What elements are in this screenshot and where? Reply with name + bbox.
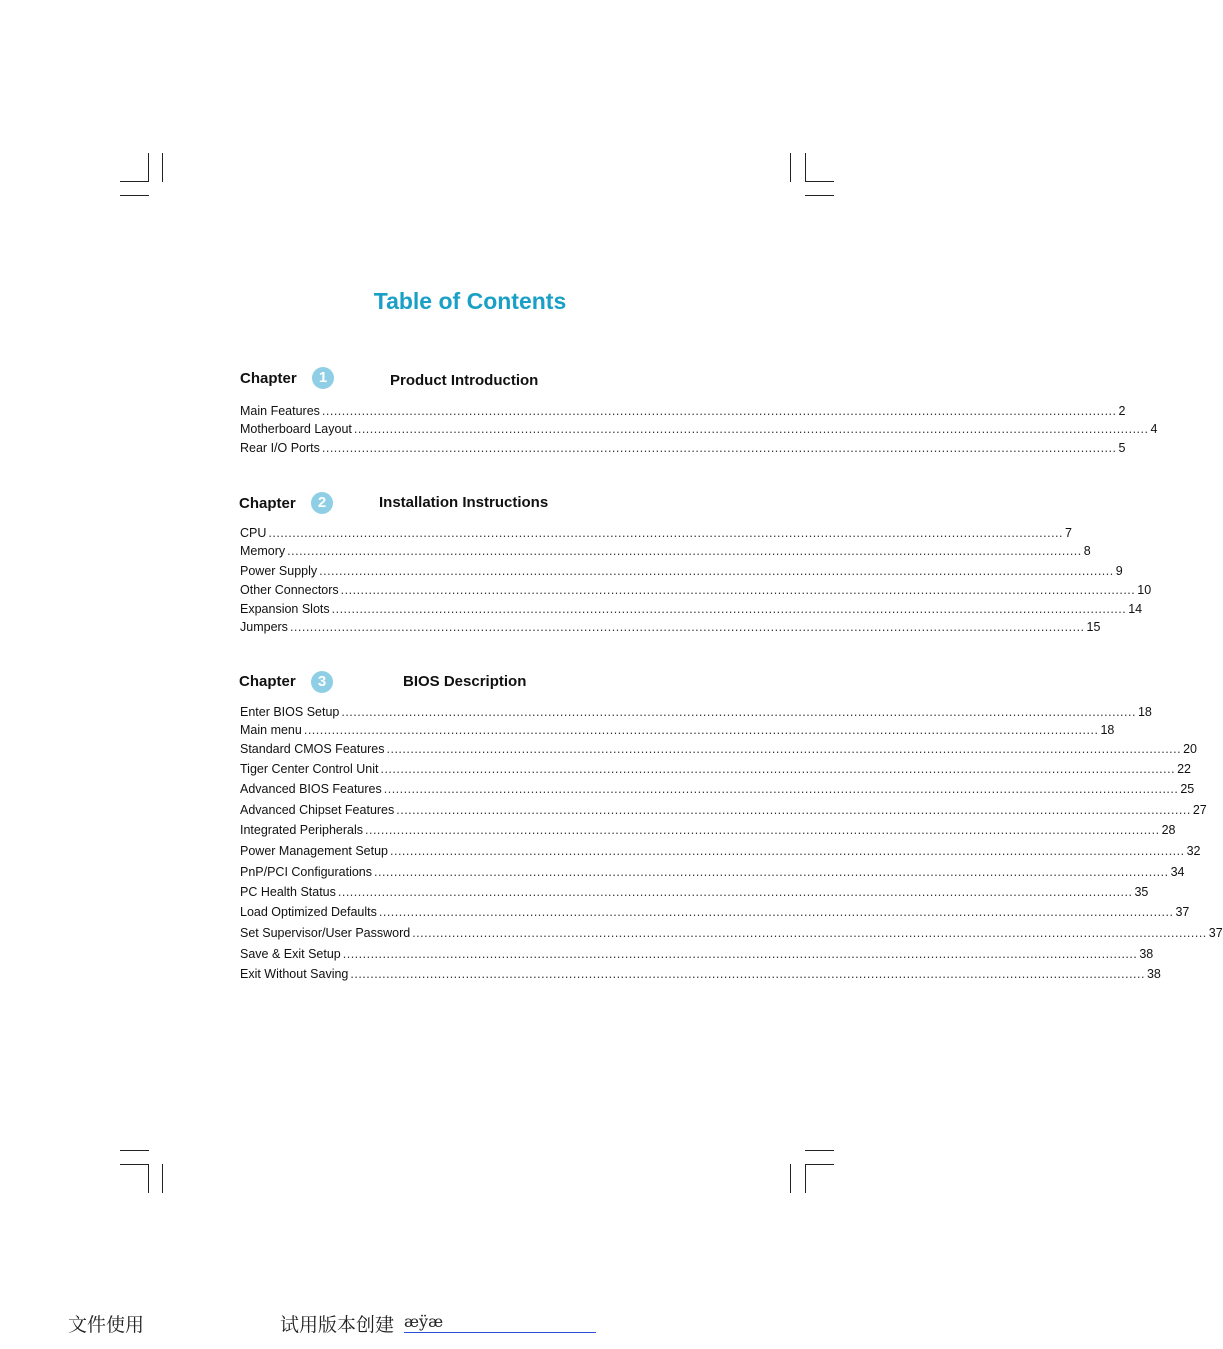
toc-entry-label: Save & Exit Setup (240, 947, 341, 961)
toc-entry[interactable] (240, 965, 1161, 983)
toc-entry-label: Memory (240, 544, 286, 558)
toc-entry-label: Jumpers (240, 620, 288, 634)
chapter-title: Product Introduction (390, 372, 539, 389)
toc-entry[interactable] (240, 924, 1223, 942)
toc-entry-label: PC Health Status (240, 885, 336, 899)
chapter-number-badge: 3 (311, 671, 333, 693)
toc-entry[interactable] (240, 801, 1207, 819)
toc-entry[interactable] (240, 542, 1091, 560)
toc-entry-label: Advanced Chipset Features (240, 803, 395, 817)
toc-entry-page: 22 (1177, 762, 1191, 776)
page-title: Table of Contents (373, 288, 567, 314)
toc-entry-label: Set Supervisor/User Password (240, 926, 411, 940)
toc-entry-page: 37 (1175, 905, 1190, 919)
toc-entry-page: 9 (1115, 564, 1123, 578)
leader-dots: ........................................................................................................................................................................................................ (321, 404, 1117, 418)
leader-dots: ........................................................................................................................................................................................................ (396, 803, 1191, 817)
toc-entry-page: 10 (1137, 583, 1152, 597)
toc-entry[interactable] (240, 524, 1072, 542)
chapter-label: Chapter (240, 370, 297, 387)
toc-entry-page: 5 (1118, 441, 1126, 455)
toc-entry[interactable] (240, 903, 1190, 921)
leader-dots: ........................................................................................................................................................................................................ (321, 441, 1117, 455)
chapter-title: BIOS Description (403, 673, 527, 690)
chapter-number-badge: 1 (312, 367, 334, 389)
toc-entry[interactable] (240, 883, 1149, 901)
toc-entry[interactable] (240, 721, 1115, 739)
toc-entry-page: 25 (1180, 782, 1195, 796)
toc-entry-page: 8 (1083, 544, 1091, 558)
toc-entry-label: Main menu (240, 723, 302, 737)
toc-entry-label: Integrated Peripherals (240, 823, 363, 837)
toc-entry-label: Enter BIOS Setup (240, 705, 340, 719)
toc-entry-page: 15 (1086, 620, 1101, 634)
leader-dots: ........................................................................................................................................................................................................ (390, 844, 1185, 858)
footer-left-text: 文件使用 (68, 1314, 145, 1336)
toc-entry-label: Advanced BIOS Features (240, 782, 382, 796)
toc-entry-page: 27 (1192, 803, 1207, 817)
toc-entry[interactable] (240, 760, 1191, 778)
leader-dots: ........................................................................................................................................................................................................ (340, 583, 1136, 597)
chapter-label: Chapter (239, 673, 296, 690)
toc-entry[interactable] (240, 562, 1123, 580)
toc-entry-label: CPU (240, 526, 267, 540)
toc-entry[interactable] (240, 581, 1152, 599)
toc-entry[interactable] (240, 821, 1176, 839)
chapter-number-badge: 2 (311, 492, 333, 514)
toc-entry-page: 4 (1150, 422, 1158, 436)
toc-entry[interactable] (240, 842, 1201, 860)
leader-dots: ........................................................................................................................................................................................................ (287, 544, 1082, 558)
leader-dots: ........................................................................................................................................................................................................ (303, 723, 1099, 737)
chapter-title: Installation Instructions (379, 494, 549, 511)
toc-entry-label: Rear I/O Ports (240, 441, 320, 455)
leader-dots: ........................................................................................................................................................................................................ (353, 422, 1149, 436)
toc-entry-page: 38 (1146, 967, 1161, 981)
toc-entry[interactable] (240, 703, 1152, 721)
toc-entry-label: Main Features (240, 404, 320, 418)
toc-entry-page: 32 (1186, 844, 1201, 858)
toc-entry[interactable] (240, 618, 1101, 636)
toc-entry[interactable] (240, 439, 1126, 457)
toc-entry-page: 37 (1208, 926, 1223, 940)
leader-dots: ........................................................................................................................................................................................................ (383, 782, 1179, 796)
toc-entry[interactable] (240, 740, 1198, 758)
toc-entry[interactable] (240, 600, 1143, 618)
toc-entry[interactable] (240, 402, 1126, 420)
leader-dots: ........................................................................................................................................................................................................ (378, 905, 1174, 919)
leader-dots: ........................................................................................................................................................................................................ (331, 602, 1127, 616)
toc-entry-label: Motherboard Layout (240, 422, 352, 436)
toc-entry-page: 20 (1183, 742, 1198, 756)
toc-entry-label: Exit Without Saving (240, 967, 349, 981)
leader-dots: ........................................................................................................................................................................................................ (289, 620, 1085, 634)
leader-dots: ........................................................................................................................................................................................................ (337, 885, 1133, 899)
toc-entry-label: Expansion Slots (240, 602, 330, 616)
toc-entry[interactable] (240, 420, 1158, 438)
footer-right-text: 试用版本创建 (280, 1314, 395, 1336)
toc-entry[interactable] (240, 780, 1195, 798)
toc-entry-page: 2 (1118, 404, 1126, 418)
toc-entry-label: Tiger Center Control Unit (240, 762, 379, 776)
leader-dots: ........................................................................................................................................................................................................ (365, 823, 1160, 837)
toc-entry-label: Power Management Setup (240, 844, 389, 858)
leader-dots: ........................................................................................................................................................................................................ (386, 742, 1182, 756)
leader-dots: ........................................................................................................................................................................................................ (341, 705, 1136, 719)
toc-entry-label: Standard CMOS Features (240, 742, 385, 756)
leader-dots: ........................................................................................................................................................................................................ (319, 564, 1114, 578)
toc-entry-page: 35 (1134, 885, 1149, 899)
leader-dots: ........................................................................................................................................................................................................ (342, 947, 1138, 961)
toc-entry-label: Other Connectors (240, 583, 339, 597)
toc-entry-label: Load Optimized Defaults (240, 905, 377, 919)
toc-entry-page: 18 (1100, 723, 1115, 737)
toc-entry-page: 38 (1139, 947, 1154, 961)
toc-entry[interactable] (240, 945, 1154, 963)
toc-entry-label: PnP/PCI Configurations (240, 865, 373, 879)
toc-entry-label: Power Supply (240, 564, 318, 578)
leader-dots: ........................................................................................................................................................................................................ (268, 526, 1063, 540)
toc-entry-page: 18 (1137, 705, 1152, 719)
toc-entry[interactable] (240, 863, 1185, 881)
toc-entry-page: 28 (1161, 823, 1176, 837)
chapter-label: Chapter (239, 495, 296, 512)
toc-entry-page: 14 (1128, 602, 1143, 616)
footer-link[interactable]: æÿæ (404, 1312, 596, 1333)
leader-dots: ........................................................................................................................................................................................................ (412, 926, 1207, 940)
leader-dots: ........................................................................................................................................................................................................ (380, 762, 1176, 776)
toc-entry-page: 34 (1170, 865, 1185, 879)
leader-dots: ........................................................................................................................................................................................................ (350, 967, 1145, 981)
toc-entry-page: 7 (1065, 526, 1072, 540)
leader-dots: ........................................................................................................................................................................................................ (374, 865, 1169, 879)
